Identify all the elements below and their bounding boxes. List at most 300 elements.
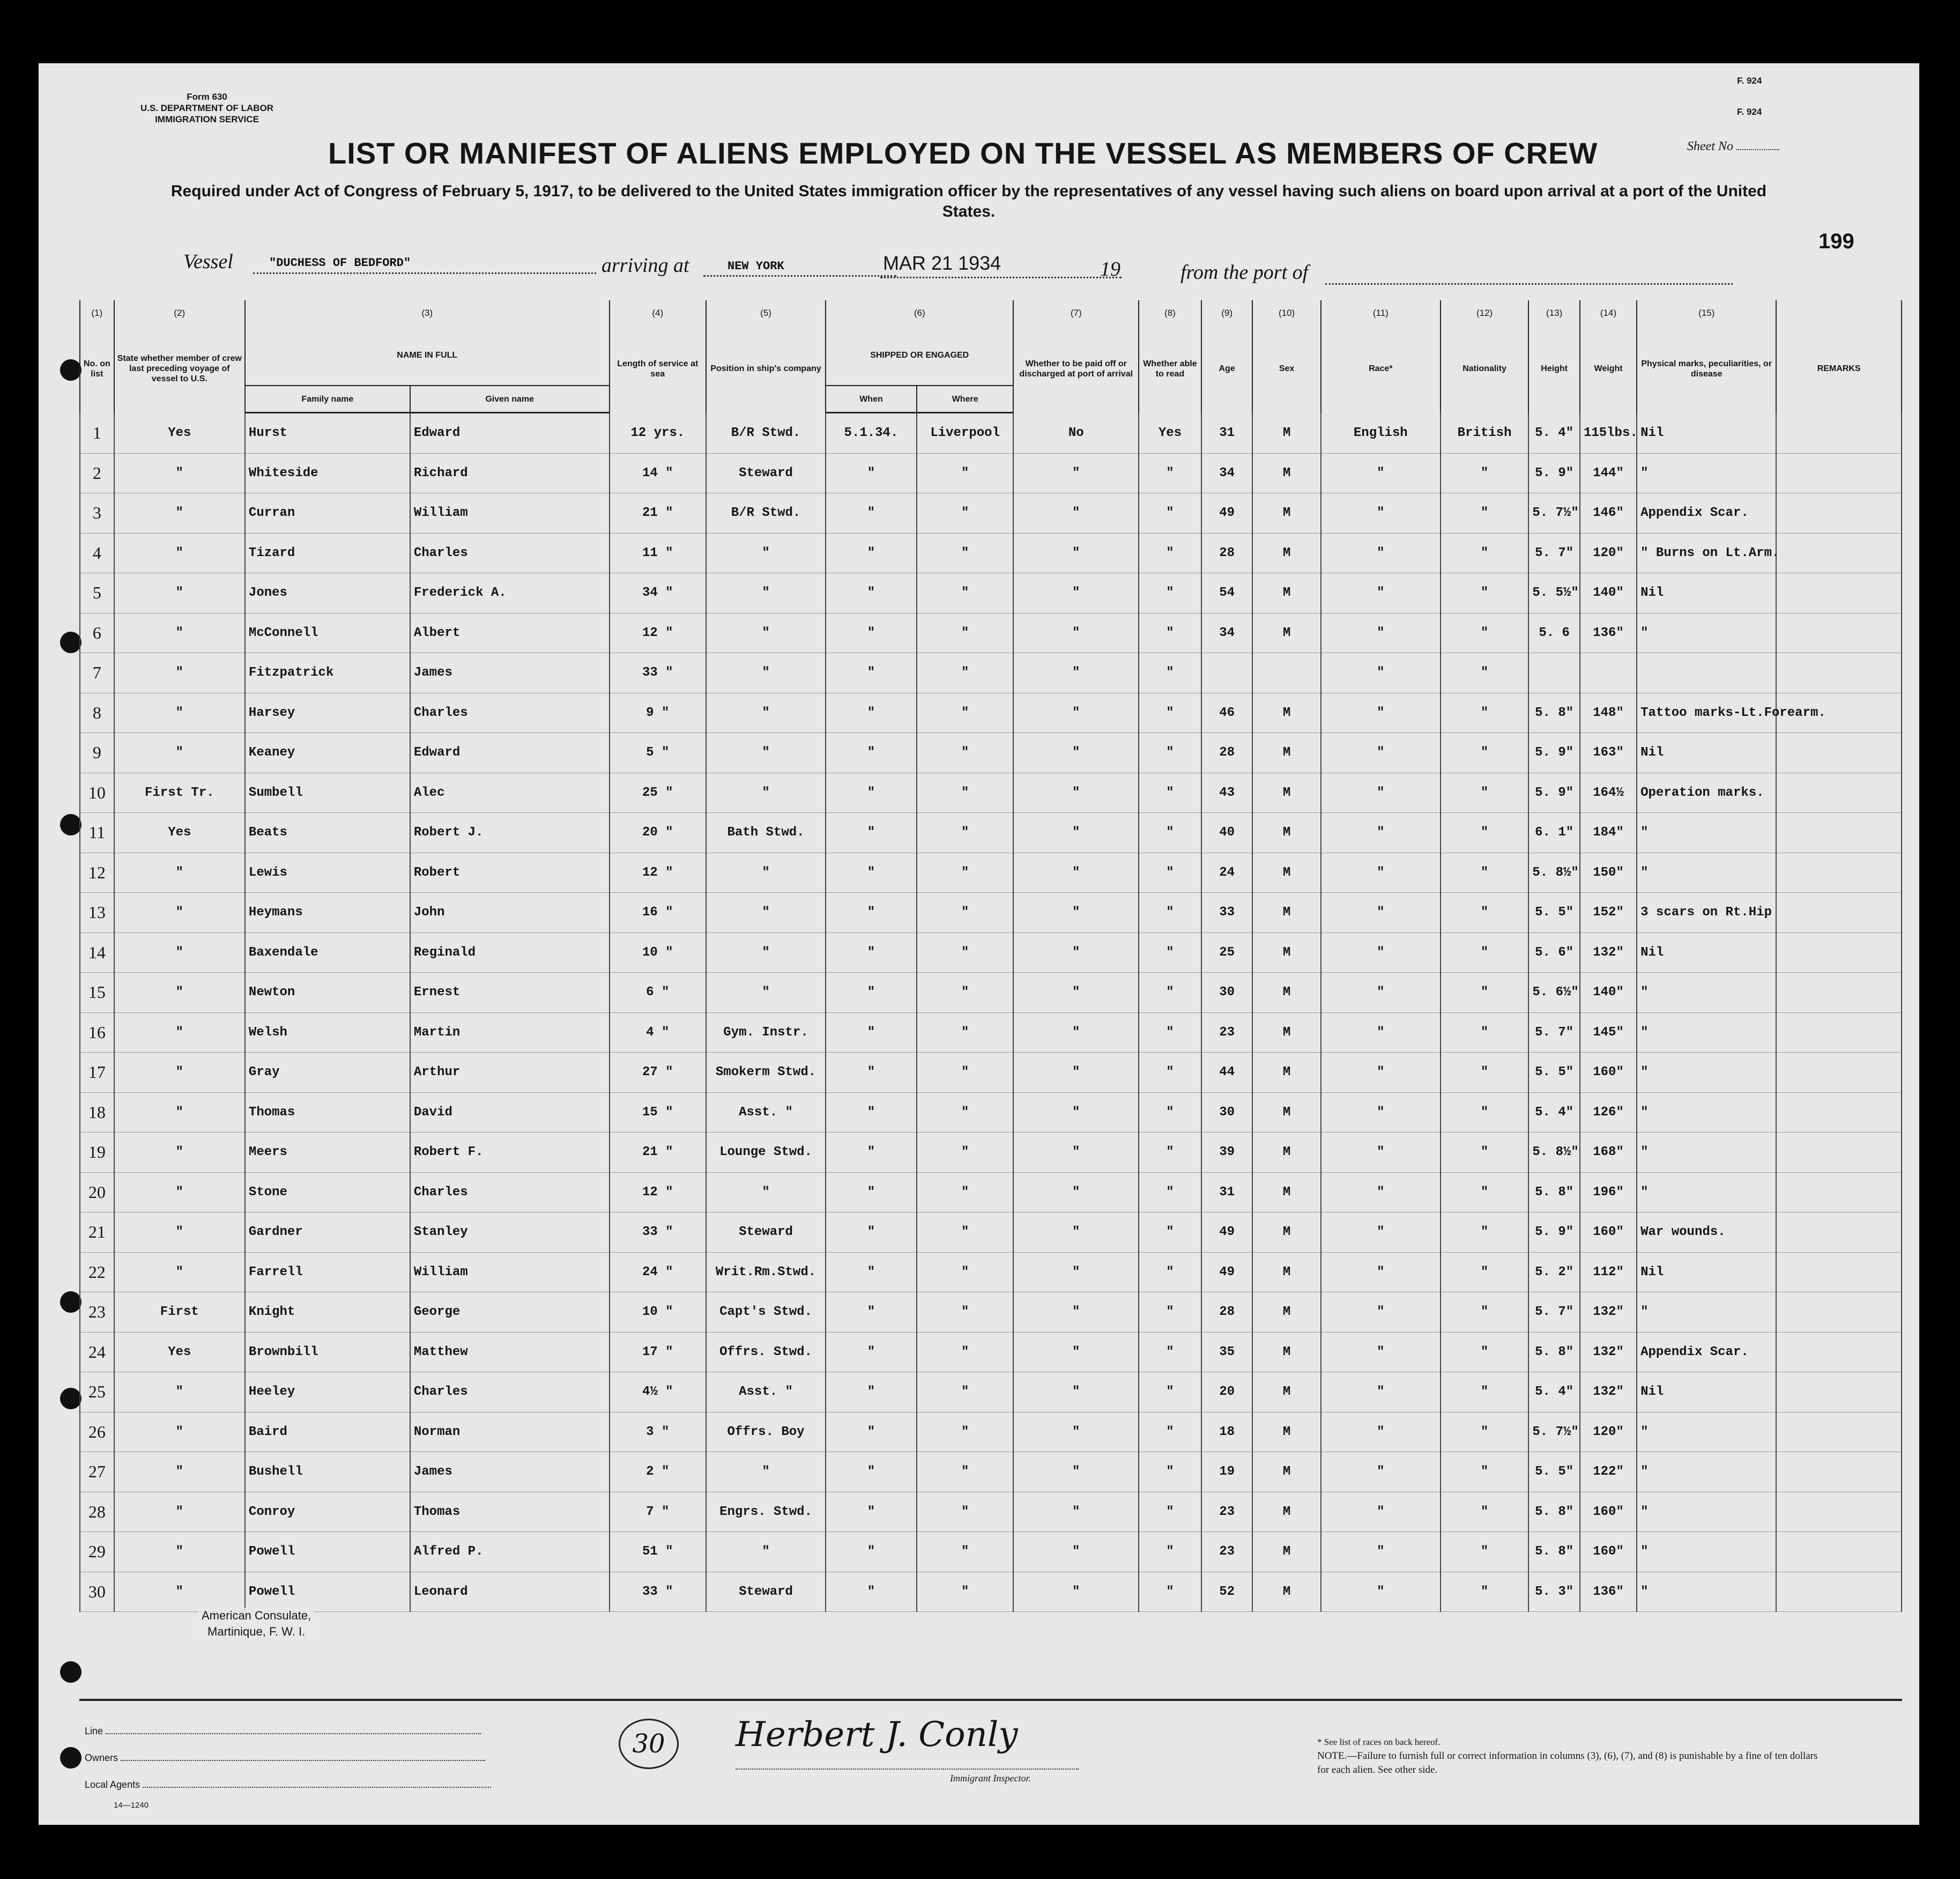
shipped-where: " [917, 1332, 1014, 1372]
able-to-read: " [1139, 1412, 1201, 1452]
family-name: Harsey [245, 693, 410, 733]
age: 34 [1201, 453, 1253, 493]
given-name: Matthew [410, 1332, 610, 1372]
sex: M [1252, 1532, 1320, 1572]
header-able-read: Whether able to read [1139, 325, 1201, 413]
physical-marks: " [1637, 1053, 1776, 1093]
row-number: 5 [80, 573, 114, 613]
prev-voyage: " [114, 733, 245, 773]
family-name: Powell [245, 1572, 410, 1612]
weight: 132" [1580, 1292, 1637, 1333]
physical-marks [1637, 653, 1776, 693]
vessel-name: "DUCHESS OF BEDFORD" [269, 256, 411, 270]
shipped-when: " [826, 1053, 917, 1093]
weight: 136" [1580, 613, 1637, 653]
physical-marks: War wounds. [1637, 1212, 1776, 1253]
paid-off: " [1013, 973, 1139, 1013]
table-row [80, 1053, 1902, 1093]
date-stamp: MAR 21 1934 [883, 252, 1001, 274]
nationality: " [1441, 1372, 1529, 1412]
paid-off: " [1013, 573, 1139, 613]
table-row [80, 973, 1902, 1013]
length-of-service: 20 " [610, 813, 707, 853]
position-in-company: " [706, 653, 826, 693]
physical-marks: " [1637, 973, 1776, 1013]
race: " [1321, 893, 1441, 933]
age: 49 [1201, 1212, 1253, 1253]
given-name: John [410, 893, 610, 933]
col-num: (4) [610, 300, 707, 325]
given-name: George [410, 1292, 610, 1333]
physical-marks: " [1637, 1292, 1776, 1333]
row-number: 1 [80, 413, 114, 454]
family-name: Knight [245, 1292, 410, 1333]
shipped-where: " [917, 653, 1014, 693]
sex: M [1252, 773, 1320, 813]
given-name: Robert F. [410, 1133, 610, 1173]
height: 5. 8½" [1528, 1133, 1580, 1173]
age: 39 [1201, 1133, 1253, 1173]
nationality: " [1441, 1292, 1529, 1333]
race: " [1321, 1252, 1441, 1292]
shipped-where: " [917, 973, 1014, 1013]
family-name: Conroy [245, 1492, 410, 1532]
manifest-sheet [39, 63, 1919, 1825]
age: 31 [1201, 413, 1253, 454]
prev-voyage: " [114, 893, 245, 933]
given-name: Albert [410, 613, 610, 653]
position-in-company: " [706, 893, 826, 933]
sheet-number-label: Sheet No [1687, 139, 1779, 154]
table-row [80, 1412, 1902, 1452]
row-number: 28 [80, 1492, 114, 1532]
penalty-note: NOTE.—Failure to furnish full or correct information in columns (3), (6), (7), and (8) is punishable by a fine of ten dollars for each alien. See other side. [1317, 1750, 1818, 1776]
remarks [1776, 1292, 1902, 1333]
family-name: Keaney [245, 733, 410, 773]
shipped-when: " [826, 1532, 917, 1572]
age: 28 [1201, 533, 1253, 573]
physical-marks: " [1637, 1092, 1776, 1133]
family-name: Curran [245, 493, 410, 534]
length-of-service: 12 " [610, 1172, 707, 1212]
able-to-read: " [1139, 493, 1201, 534]
able-to-read: " [1139, 893, 1201, 933]
punch-hole [60, 632, 81, 653]
position-in-company: Offrs. Boy [706, 1412, 826, 1452]
position-in-company: " [706, 1532, 826, 1572]
remarks [1776, 1012, 1902, 1053]
consulate-line-2: Martinique, F. W. I. [207, 1625, 306, 1638]
race: " [1321, 1452, 1441, 1492]
length-of-service: 33 " [610, 653, 707, 693]
physical-marks: " [1637, 1452, 1776, 1492]
header-shipped: SHIPPED OR ENGAGED [826, 325, 1013, 386]
table-row [80, 573, 1902, 613]
shipped-when: 5.1.34. [826, 413, 917, 454]
prev-voyage: Yes [114, 413, 245, 454]
weight: 144" [1580, 453, 1637, 493]
nationality: " [1441, 653, 1529, 693]
sex: M [1252, 413, 1320, 454]
nationality: " [1441, 773, 1529, 813]
length-of-service: 21 " [610, 1133, 707, 1173]
position-in-company: Smokerm Stwd. [706, 1053, 826, 1093]
position-in-company: " [706, 1172, 826, 1212]
table-row [80, 893, 1902, 933]
prev-voyage: " [114, 1372, 245, 1412]
prev-voyage: " [114, 1212, 245, 1253]
sex: M [1252, 453, 1320, 493]
weight: 160" [1580, 1532, 1637, 1572]
race: " [1321, 613, 1441, 653]
row-number: 25 [80, 1372, 114, 1412]
col-num: (12) [1441, 300, 1529, 325]
position-in-company: " [706, 933, 826, 973]
table-row [80, 1133, 1902, 1173]
able-to-read: " [1139, 1172, 1201, 1212]
sex: M [1252, 1372, 1320, 1412]
family-name: Lewis [245, 853, 410, 893]
weight: 196" [1580, 1172, 1637, 1212]
weight: 136" [1580, 1572, 1637, 1612]
shipped-where: " [917, 1452, 1014, 1492]
height: 5. 8" [1528, 1492, 1580, 1532]
length-of-service: 5 " [610, 733, 707, 773]
family-name: Gray [245, 1053, 410, 1093]
position-in-company: Bath Stwd. [706, 813, 826, 853]
given-name: Charles [410, 1172, 610, 1212]
remarks [1776, 1172, 1902, 1212]
sex: M [1252, 1492, 1320, 1532]
given-name: Alec [410, 773, 610, 813]
height: 5. 5" [1528, 893, 1580, 933]
remarks [1776, 893, 1902, 933]
weight: 160" [1580, 1212, 1637, 1253]
table-row [80, 1572, 1902, 1612]
length-of-service: 6 " [610, 973, 707, 1013]
shipped-where: " [917, 1092, 1014, 1133]
shipped-where: " [917, 1212, 1014, 1253]
prev-voyage: First [114, 1292, 245, 1333]
paid-off: " [1013, 1172, 1139, 1212]
height: 5. 7" [1528, 1292, 1580, 1333]
sex: M [1252, 693, 1320, 733]
remarks [1776, 813, 1902, 853]
race: " [1321, 933, 1441, 973]
physical-marks: Nil [1637, 733, 1776, 773]
sex: M [1252, 1212, 1320, 1253]
shipped-when: " [826, 893, 917, 933]
remarks [1776, 453, 1902, 493]
age: 23 [1201, 1492, 1253, 1532]
family-name: Newton [245, 973, 410, 1013]
shipped-where: " [917, 1172, 1014, 1212]
paid-off: " [1013, 893, 1139, 933]
row-number: 15 [80, 973, 114, 1013]
paid-off: " [1013, 1332, 1139, 1372]
physical-marks: " [1637, 1412, 1776, 1452]
paid-off: " [1013, 533, 1139, 573]
header-height: Height [1528, 325, 1580, 413]
remarks [1776, 1133, 1902, 1173]
punch-hole [60, 1291, 81, 1313]
given-name: Reginald [410, 933, 610, 973]
shipped-when: " [826, 613, 917, 653]
nationality: " [1441, 453, 1529, 493]
length-of-service: 11 " [610, 533, 707, 573]
age: 34 [1201, 613, 1253, 653]
remarks [1776, 653, 1902, 693]
prev-voyage: " [114, 853, 245, 893]
physical-marks: " [1637, 613, 1776, 653]
circled-count: 30 [619, 1719, 679, 1769]
paid-off: " [1013, 1492, 1139, 1532]
consulate-line-1: American Consulate, [202, 1609, 311, 1622]
race: " [1321, 1492, 1441, 1532]
family-name: Fitzpatrick [245, 653, 410, 693]
prev-voyage: " [114, 933, 245, 973]
able-to-read: " [1139, 1452, 1201, 1492]
position-in-company: Steward [706, 453, 826, 493]
able-to-read: " [1139, 973, 1201, 1013]
remarks [1776, 1412, 1902, 1452]
weight: 115lbs. [1580, 413, 1637, 454]
nationality: " [1441, 693, 1529, 733]
height: 5. 7" [1528, 533, 1580, 573]
header-paid-off: Whether to be paid off or discharged at port of arrival [1013, 325, 1139, 413]
shipped-where: " [917, 533, 1014, 573]
vessel-label: Vessel [183, 250, 233, 273]
col-num: (10) [1252, 300, 1320, 325]
row-number: 29 [80, 1532, 114, 1572]
shipped-when: " [826, 853, 917, 893]
nationality: " [1441, 573, 1529, 613]
position-in-company: Asst. " [706, 1372, 826, 1412]
position-in-company: Writ.Rm.Stwd. [706, 1252, 826, 1292]
header-family-name: Family name [245, 386, 410, 413]
row-number: 14 [80, 933, 114, 973]
sex: M [1252, 1092, 1320, 1133]
given-name: Charles [410, 693, 610, 733]
family-name: Baird [245, 1412, 410, 1452]
shipped-when: " [826, 1133, 917, 1173]
given-name: Martin [410, 1012, 610, 1053]
family-name: Hurst [245, 413, 410, 454]
table-row [80, 693, 1902, 733]
age: 35 [1201, 1332, 1253, 1372]
shipped-where: " [917, 893, 1014, 933]
sex: M [1252, 1572, 1320, 1612]
remarks [1776, 493, 1902, 534]
shipped-when: " [826, 1212, 917, 1253]
physical-marks: Appendix Scar. [1637, 493, 1776, 534]
height: 5. 9" [1528, 773, 1580, 813]
department: U.S. DEPARTMENT OF LABOR [140, 103, 274, 113]
sex: M [1252, 493, 1320, 534]
physical-marks: Nil [1637, 1372, 1776, 1412]
age: 19 [1201, 1452, 1253, 1492]
remarks [1776, 1212, 1902, 1253]
given-name: Edward [410, 733, 610, 773]
header-nationality: Nationality [1441, 325, 1529, 413]
nationality: " [1441, 1172, 1529, 1212]
family-name: Meers [245, 1133, 410, 1173]
table-row [80, 453, 1902, 493]
sex: M [1252, 1292, 1320, 1333]
able-to-read: " [1139, 1572, 1201, 1612]
remarks [1776, 1053, 1902, 1093]
remarks [1776, 973, 1902, 1013]
weight: 164½ [1580, 773, 1637, 813]
family-name: Bushell [245, 1452, 410, 1492]
shipped-when: " [826, 653, 917, 693]
row-number: 10 [80, 773, 114, 813]
nationality: " [1441, 1492, 1529, 1532]
prev-voyage: " [114, 1172, 245, 1212]
weight: 132" [1580, 1332, 1637, 1372]
physical-marks: " [1637, 1492, 1776, 1532]
col-num: (3) [245, 300, 610, 325]
family-name: Sumbell [245, 773, 410, 813]
physical-marks: Nil [1637, 933, 1776, 973]
physical-marks: " [1637, 813, 1776, 853]
weight: 146" [1580, 493, 1637, 534]
age: 54 [1201, 573, 1253, 613]
age: 49 [1201, 493, 1253, 534]
header-weight: Weight [1580, 325, 1637, 413]
shipped-where: " [917, 1252, 1014, 1292]
given-name: Thomas [410, 1492, 610, 1532]
weight: 152" [1580, 893, 1637, 933]
remarks [1776, 1492, 1902, 1532]
table-row [80, 1372, 1902, 1412]
physical-marks: Appendix Scar. [1637, 1332, 1776, 1372]
remarks [1776, 573, 1902, 613]
shipped-when: " [826, 533, 917, 573]
position-in-company: " [706, 853, 826, 893]
height: 5. 4" [1528, 1372, 1580, 1412]
header-position: Position in ship's company [706, 325, 826, 413]
weight: 132" [1580, 1372, 1637, 1412]
col-num: (8) [1139, 300, 1201, 325]
given-name: William [410, 1252, 610, 1292]
length-of-service: 21 " [610, 493, 707, 534]
position-in-company: " [706, 613, 826, 653]
prev-voyage: " [114, 613, 245, 653]
header-physical-marks: Physical marks, peculiarities, or disease [1637, 325, 1776, 413]
footer-line-label: Line [85, 1726, 481, 1737]
shipped-where: " [917, 1012, 1014, 1053]
sex: M [1252, 1012, 1320, 1053]
paid-off: " [1013, 1292, 1139, 1333]
position-in-company: Lounge Stwd. [706, 1133, 826, 1173]
prev-voyage: " [114, 1252, 245, 1292]
able-to-read: " [1139, 453, 1201, 493]
age: 28 [1201, 733, 1253, 773]
race: " [1321, 533, 1441, 573]
remarks [1776, 853, 1902, 893]
paid-off: " [1013, 1372, 1139, 1412]
shipped-where: " [917, 573, 1014, 613]
header-given-name: Given name [410, 386, 610, 413]
weight: 112" [1580, 1252, 1637, 1292]
header-when: When [826, 386, 917, 413]
punch-hole [60, 1388, 81, 1409]
shipped-when: " [826, 1332, 917, 1372]
shipped-where: " [917, 1572, 1014, 1612]
paid-off: " [1013, 1412, 1139, 1452]
age: 43 [1201, 773, 1253, 813]
nationality: " [1441, 973, 1529, 1013]
given-name: Charles [410, 1372, 610, 1412]
prev-voyage: " [114, 1532, 245, 1572]
table-row [80, 1292, 1902, 1333]
height: 5. 7" [1528, 1012, 1580, 1053]
sex: M [1252, 733, 1320, 773]
position-in-company: Gym. Instr. [706, 1012, 826, 1053]
position-in-company: " [706, 1452, 826, 1492]
paid-off: " [1013, 813, 1139, 853]
physical-marks: " [1637, 1133, 1776, 1173]
race: " [1321, 733, 1441, 773]
race: " [1321, 1212, 1441, 1253]
table-row [80, 1252, 1902, 1292]
length-of-service: 51 " [610, 1532, 707, 1572]
year-label: 19 [1100, 258, 1120, 280]
manifest-subtitle: Required under Act of Congress of February 5, 1917, to be delivered to the United States immigration officer by the representatives of any vessel having such aliens on board upon arrival at a port of the United States. [170, 182, 1767, 220]
header-length-service: Length of service at sea [610, 325, 707, 413]
col-num: (6) [826, 300, 1013, 325]
able-to-read: " [1139, 933, 1201, 973]
weight: 184" [1580, 813, 1637, 853]
shipped-when: " [826, 773, 917, 813]
nationality: " [1441, 1332, 1529, 1372]
weight [1580, 653, 1637, 693]
header-where: Where [917, 386, 1014, 413]
length-of-service: 33 " [610, 1572, 707, 1612]
shipped-when: " [826, 1492, 917, 1532]
position-in-company: " [706, 973, 826, 1013]
height: 5. 9" [1528, 733, 1580, 773]
paid-off: " [1013, 1012, 1139, 1053]
shipped-where: " [917, 1412, 1014, 1452]
row-number: 19 [80, 1133, 114, 1173]
table-row [80, 813, 1902, 853]
length-of-service: 15 " [610, 1092, 707, 1133]
row-number: 9 [80, 733, 114, 773]
prev-voyage: " [114, 1572, 245, 1612]
form-code: 14—1240 [114, 1801, 149, 1810]
col-num: (5) [706, 300, 826, 325]
height: 5. 6" [1528, 933, 1580, 973]
table-row [80, 533, 1902, 573]
shipped-where: " [917, 933, 1014, 973]
race: " [1321, 1412, 1441, 1452]
row-number: 2 [80, 453, 114, 493]
inspector-label: Immigrant Inspector. [950, 1773, 1031, 1784]
age: 18 [1201, 1412, 1253, 1452]
length-of-service: 34 " [610, 573, 707, 613]
table-row [80, 733, 1902, 773]
position-in-company: Steward [706, 1212, 826, 1253]
height: 5. 5" [1528, 1452, 1580, 1492]
paid-off: " [1013, 933, 1139, 973]
sex: M [1252, 1412, 1320, 1452]
shipped-where: " [917, 693, 1014, 733]
shipped-when: " [826, 1412, 917, 1452]
length-of-service: 7 " [610, 1492, 707, 1532]
race: " [1321, 1092, 1441, 1133]
